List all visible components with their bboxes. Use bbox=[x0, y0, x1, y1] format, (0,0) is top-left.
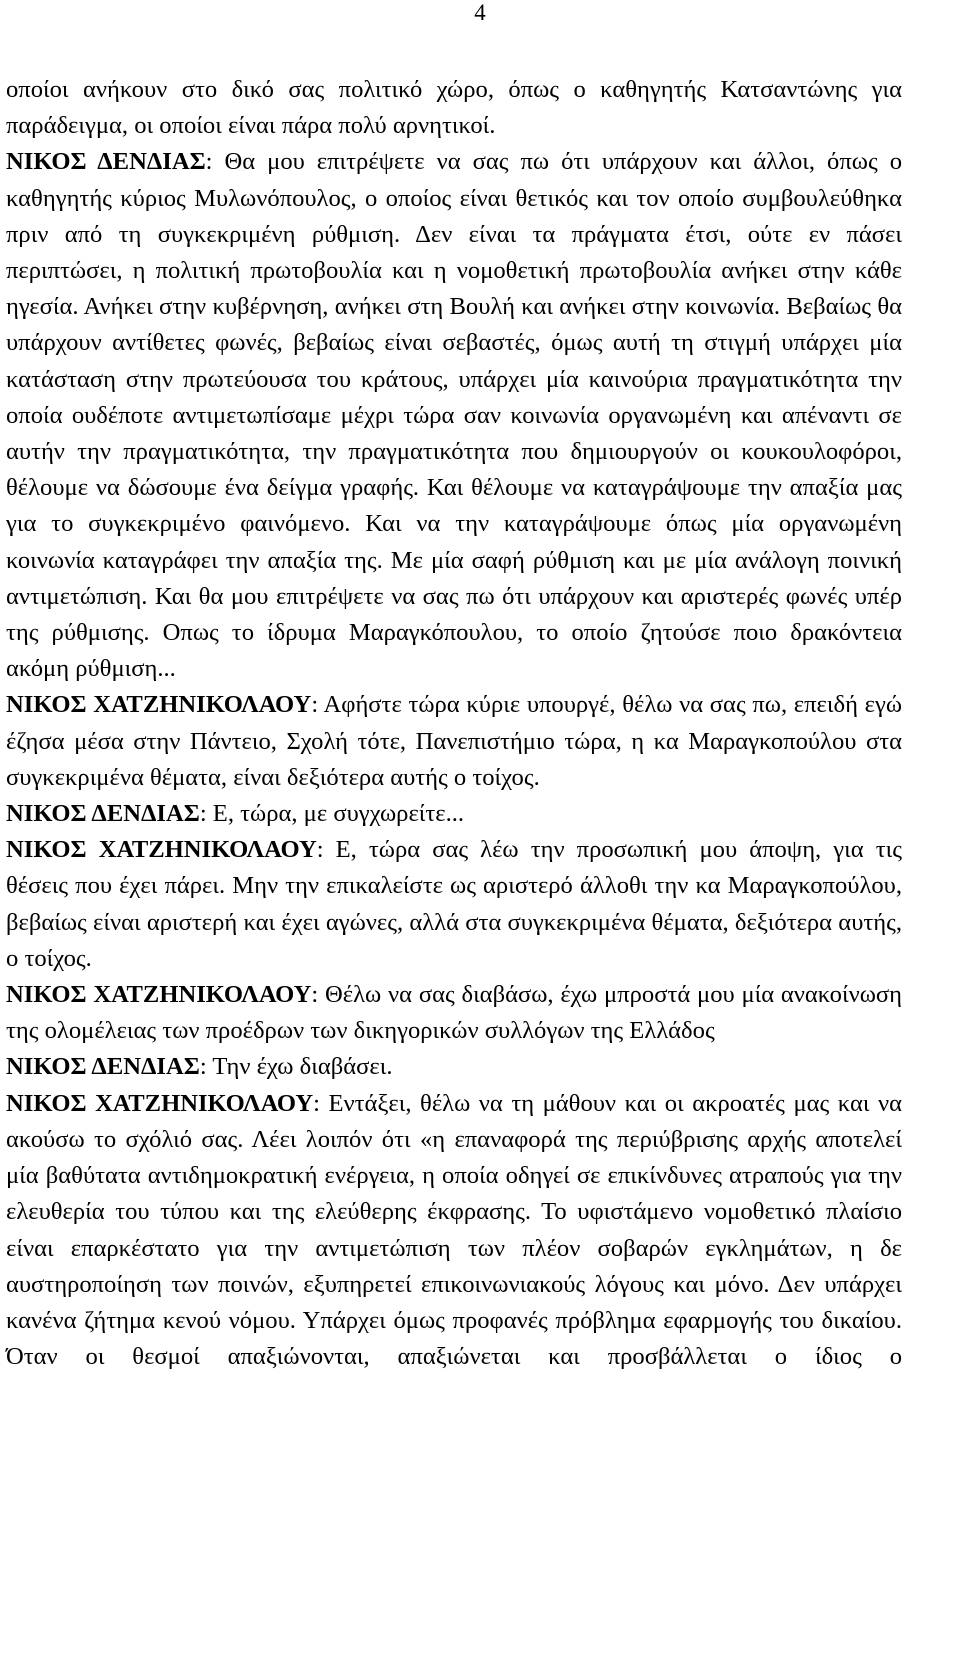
speaker-name: ΝΙΚΟΣ ΧΑΤΖΗΝΙΚΟΛΑΟΥ bbox=[6, 836, 317, 864]
paragraph bbox=[6, 144, 902, 687]
paragraph bbox=[6, 1086, 902, 1376]
page-number-text: 4 bbox=[474, 0, 486, 25]
paragraph bbox=[6, 832, 902, 977]
speaker-name: ΝΙΚΟΣ ΔΕΝΔΙΑΣ bbox=[6, 148, 206, 176]
paragraph-text: : Ε, τώρα, με συγχωρείτε... bbox=[199, 800, 465, 828]
speaker-name: ΝΙΚΟΣ ΔΕΝΔΙΑΣ bbox=[6, 1053, 200, 1081]
paragraph bbox=[6, 687, 902, 796]
paragraph-text: : Θέλω να σας διαβάσω, έχω μπροστά μου μία ανακοίνωση της ολομέλειας των προέδρων των δικηγορικών συλλόγων της Ελλάδος bbox=[6, 981, 903, 1045]
speaker-name: ΝΙΚΟΣ ΧΑΤΖΗΝΙΚΟΛΑΟΥ bbox=[6, 981, 312, 1009]
paragraph bbox=[6, 977, 902, 1049]
paragraph bbox=[6, 1049, 902, 1085]
paragraph bbox=[6, 72, 902, 144]
paragraph bbox=[6, 796, 902, 832]
paragraph-text: : Ε, τώρα σας λέω την προσωπική μου άποψη, για τις θέσεις που έχει πάρει. Μην την επικαλείστε ως αριστερό άλλοθι την κα Μαραγκοπούλου, βεβαίως είναι αριστερή και έχει αγώνες, αλλά στα συγκεκριμένα θέματα, δεξιότερα αυτής, ο τοίχος. bbox=[6, 836, 902, 972]
paragraph-text: : Εντάξει, θέλω να τη μάθουν και οι ακροατές μας και να ακούσω το σχόλιό σας. Λέει λοιπόν ότι «η επαναφορά της περιύβρισης αρχής αποτελεί μία βαθύτατα αντιδημοκρατική ενέργεια, η οποία οδηγεί σε επικίνδυνες ατραπούς για την ελευθερία του τύπου και της ελεύθερης έκφρασης. Το υφιστάμενο νομοθετικό πλαίσιο είναι επαρκέστατο για την αντιμετώπιση των πλέον σοβαρών εγκλημάτων, η δε αυστηροποίηση των ποινών, εξυπηρετεί επικοινωνιακούς λόγους και μόνο. Δεν υπάρχει κανένα ζήτημα κενού νόμου. Υπάρχει όμως προφανές πρόβλημα εφαρμογής του δικαίου. Όταν οι θεσμοί απαξιώνονται, απαξιώνεται και προσβάλλεται ο ίδιος ο bbox=[6, 1089, 903, 1371]
page-number bbox=[0, 0, 960, 26]
speaker-name: ΝΙΚΟΣ ΔΕΝΔΙΑΣ bbox=[6, 800, 200, 828]
paragraph-text: : Αφήστε τώρα κύριε υπουργέ, θέλω να σας πω, επειδή εγώ έζησα μέσα στην Πάντειο, Σχολή τότε, Πανεπιστήμιο τώρα, η κα Μαραγκοπούλου στα συγκεκριμένα θέματα, είναι δεξιότερα αυτής ο τοίχος. bbox=[6, 691, 903, 791]
speaker-name: ΝΙΚΟΣ ΧΑΤΖΗΝΙΚΟΛΑΟΥ bbox=[6, 1089, 314, 1117]
paragraph-text: : Την έχω διαβάσει. bbox=[199, 1053, 393, 1081]
paragraph-text: : Θα μου επιτρέψετε να σας πω ότι υπάρχουν και άλλοι, όπως ο καθηγητής κύριος Μυλωνόπουλος, ο οποίος είναι θετικός και τον οποίο συμβουλεύθηκα πριν από τη συγκεκριμένη ρύθμιση. Δεν είναι τα πράγματα έτσι, ούτε εν πάσει περιπτώσει, η πολιτική πρωτοβουλία και η νομοθετική πρωτοβουλία ανήκει στην κάθε ηγεσία. Ανήκει στην κυβέρνηση, ανήκει στη Βουλή και ανήκει στην κοινωνία. Βεβαίως θα υπάρχουν αντίθετες φωνές, βεβαίως είναι σεβαστές, όμως αυτή τη στιγμή υπάρχει μία κατάσταση στην πρωτεύουσα του κράτους, υπάρχει μία καινούρια πραγματικότητα την οποία ουδέποτε αντιμετωπίσαμε μέχρι τώρα σαν κοινωνία οργανωμένη και απέναντι σε αυτήν την πραγματικότητα, την πραγματικότητα που δημιουργούν οι κουκουλοφόροι, θέλουμε να δώσουμε ένα δείγμα γραφής. Και θέλουμε να καταγράψουμε την απαξία μας για το συγκεκριμένο φαινόμενο. Και να την καταγράψουμε όπως μία οργανωμένη κοινωνία καταγράφει την απαξία της. Με μία σαφή ρύθμιση και με μία ανάλογη ποινική αντιμετώπιση. Και θα μου επιτρέψετε να σας πω ότι υπάρχουν και αριστερές φωνές υπέρ της ρύθμισης. Οπως το ίδρυμα Μαραγκόπουλου, το οποίο ζητούσε ποιο δρακόντεια ακόμη ρύθμιση... bbox=[6, 148, 902, 683]
speaker-name: ΝΙΚΟΣ ΧΑΤΖΗΝΙΚΟΛΑΟΥ bbox=[6, 691, 312, 719]
document-body bbox=[6, 72, 902, 1375]
paragraph-text: οποίοι ανήκουν στο δικό σας πολιτικό χώρο, όπως ο καθηγητής Κατσαντώνης για παράδειγμα, οι οποίοι είναι πάρα πολύ αρνητικοί. bbox=[6, 76, 902, 140]
